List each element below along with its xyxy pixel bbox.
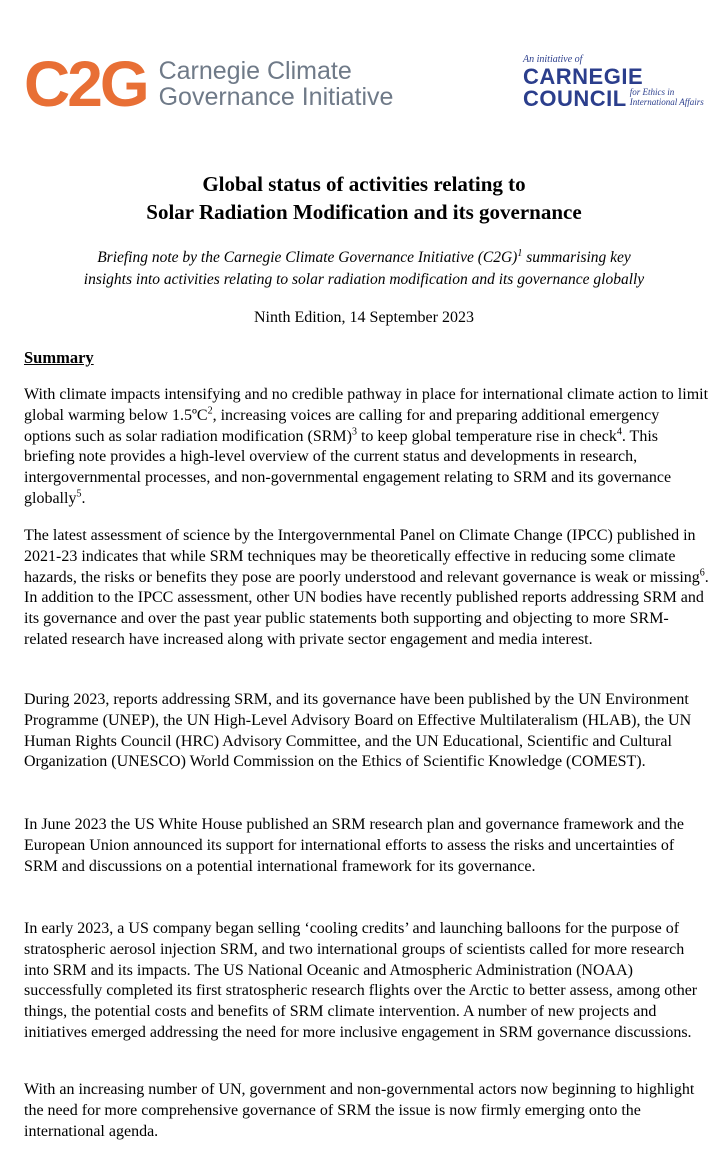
c2g-mark-g: G [99,48,147,120]
summary-paragraph-1 [24,385,709,510]
title-line2: Solar Radiation Modification and its governance [146,200,582,224]
summary-paragraph-2 [24,526,709,651]
cc-sub-line2: International Affairs [629,97,704,107]
text-run: to keep global temperature rise in check [356,427,617,445]
briefing-subtitle [24,243,704,291]
c2g-mark-c: C [24,48,68,120]
cc-tagline: An initiative of [523,54,583,65]
carnegie-council-logo [523,54,704,109]
c2g-mark-2: 2 [67,48,100,120]
c2g-logo [24,48,394,120]
text-run: . In addition to the IPCC assessment, other UN bodies have recently published reports addressing SRM and its governance and over the past year public statements both supporting and objecting to more SRM-related research have increased along with private sector engagement and media interest. [24,568,709,648]
text-run: . [81,489,86,507]
c2g-name-line2: Governance Initiative [158,83,394,111]
title-line1: Global status of activities relating to [202,172,526,196]
footnote-ref: 2 [207,405,213,417]
briefing-line1-b: summarising key [522,249,631,267]
summary-paragraph-6: With an increasing number of UN, government and non-governmental actors now beginning to highlight the need for more comprehensive governance of SRM the issue is now firmly emerging onto the international agenda. [24,1081,695,1140]
c2g-logo-name [159,58,394,110]
cc-line1: CARNEGIE [523,64,644,89]
text-run: The latest assessment of science by the Intergovernmental Panel on Climate Change (IPCC) published in 2021-23 indicates that while SRM techniques may be theoretically effective in reducing some climate hazards, the risks or benefits they pose are poorly understood and relevant governance is weak or missing [24,527,700,586]
text-run: . This briefing note provides a high-level overview of the current status and developments in research, intergovernmental processes, and non-governmental engagement relating to SRM and its governance globally [24,427,672,507]
footnote-ref: 1 [517,248,523,259]
text-run: , increasing voices are calling for and preparing additional emergency options such as solar radiation modification (SRM) [24,406,660,445]
summary-paragraph-3: During 2023, reports addressing SRM, and its governance have been published by the UN Environment Programme (UNEP), the UN High-Level Advisory Board on Effective Multilateralism (HLAB), the UN Human Rights Council (HRC) Advisory Committee, and the UN Educational, Scientific and Cultural Organization (UNESCO) World Commission on the Ethics of Scientific Knowledge (COMEST). [24,691,692,771]
footnote-ref: 4 [616,426,622,438]
cc-line2: COUNCIL [523,86,627,111]
cc-subtitle [630,87,704,107]
summary-heading: Summary [24,348,94,367]
text-run: With climate impacts intensifying and no credible pathway in place for international climate action to limit global warming below 1.5ºC [24,386,709,424]
footnote-ref: 3 [351,426,357,438]
briefing-line1-a: Briefing note by the Carnegie Climate Governance Initiative (C2G) [97,249,518,267]
summary-paragraph-4: In June 2023 the US White House published an SRM research plan and governance framework and the European Union announced its support for international efforts to assess the risks and uncertainties of SRM and discussions on a potential international framework for its governance. [24,816,684,875]
briefing-line2: insights into activities relating to solar radiation modification and its governance globally [83,271,645,289]
c2g-name-line1: Carnegie Climate [158,57,352,85]
footnote-ref: 5 [76,488,82,500]
summary-paragraph-5: In early 2023, a US company began selling ‘cooling credits’ and launching balloons for the purpose of stratospheric aerosol injection SRM, and two international groups of scientists called for more research into SRM and its impacts. The US National Oceanic and Atmospheric Administration (NOAA) successfully completed its first stratospheric research flights over the Arctic to better assess, among other things, the potential costs and benefits of SRM climate intervention. A number of new projects and initiatives emerged addressing the need for more inclusive engagement in SRM governance discussions. [24,920,698,1041]
footnote-ref: 6 [699,567,705,579]
edition-date: Ninth Edition, 14 September 2023 [254,309,474,326]
document-title [0,170,720,226]
c2g-logo-mark [24,48,147,120]
cc-sub-line1: for Ethics in [629,87,675,97]
